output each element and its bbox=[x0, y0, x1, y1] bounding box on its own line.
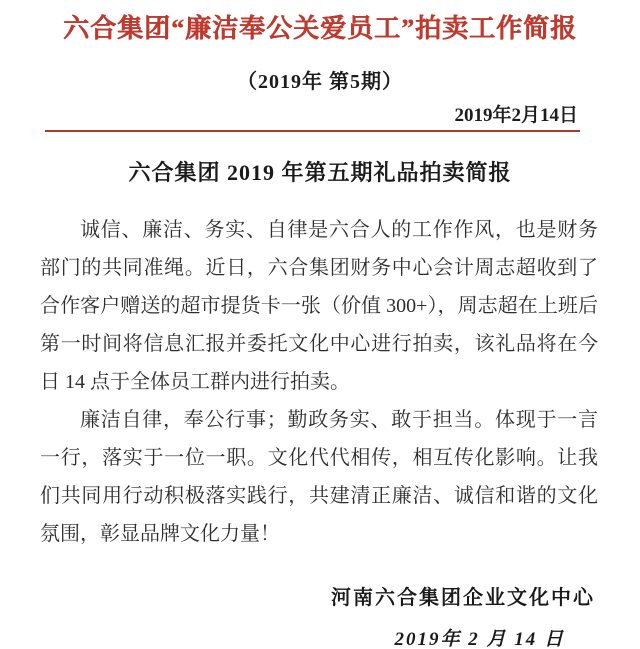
signature-date: 2019年 2 月 14 日 bbox=[394, 629, 565, 649]
body-paragraph: 廉洁自律，奉公行事；勤政务实、敢于担当。体现于一言一行，落实于一位一职。文化代代相传，相互传化影响。让我们共同用行动积极落实践行，共建清正廉洁、诚信和谐的文化氛围，彰显品牌文化力量！ bbox=[40, 409, 598, 545]
masthead-title: 六合集团“廉洁奉公关爱员工”拍卖工作简报 bbox=[62, 14, 577, 43]
issue-number: （2019年 第5期） bbox=[237, 71, 403, 93]
bulletin-heading: 六合集团 2019 年第五期礼品拍卖简报 bbox=[128, 160, 512, 185]
body-paragraph: 诚信、廉洁、务实、自律是六合人的工作作风，也是财务部门的共同准绳。近日，六合集团财务中心会计周志超收到了合作客户赠送的超市提货卡一张（价值 300+），周志超在上班后第一时间将信息汇报并委托文化中心进行拍卖，该礼品将在今日 14 点于全体员工群内进行拍卖。 bbox=[40, 219, 598, 393]
masthead-date: 2019年2月14日 bbox=[454, 105, 578, 126]
signature-org: 河南六合集团企业文化中心 bbox=[331, 587, 595, 609]
red-divider bbox=[45, 130, 580, 132]
